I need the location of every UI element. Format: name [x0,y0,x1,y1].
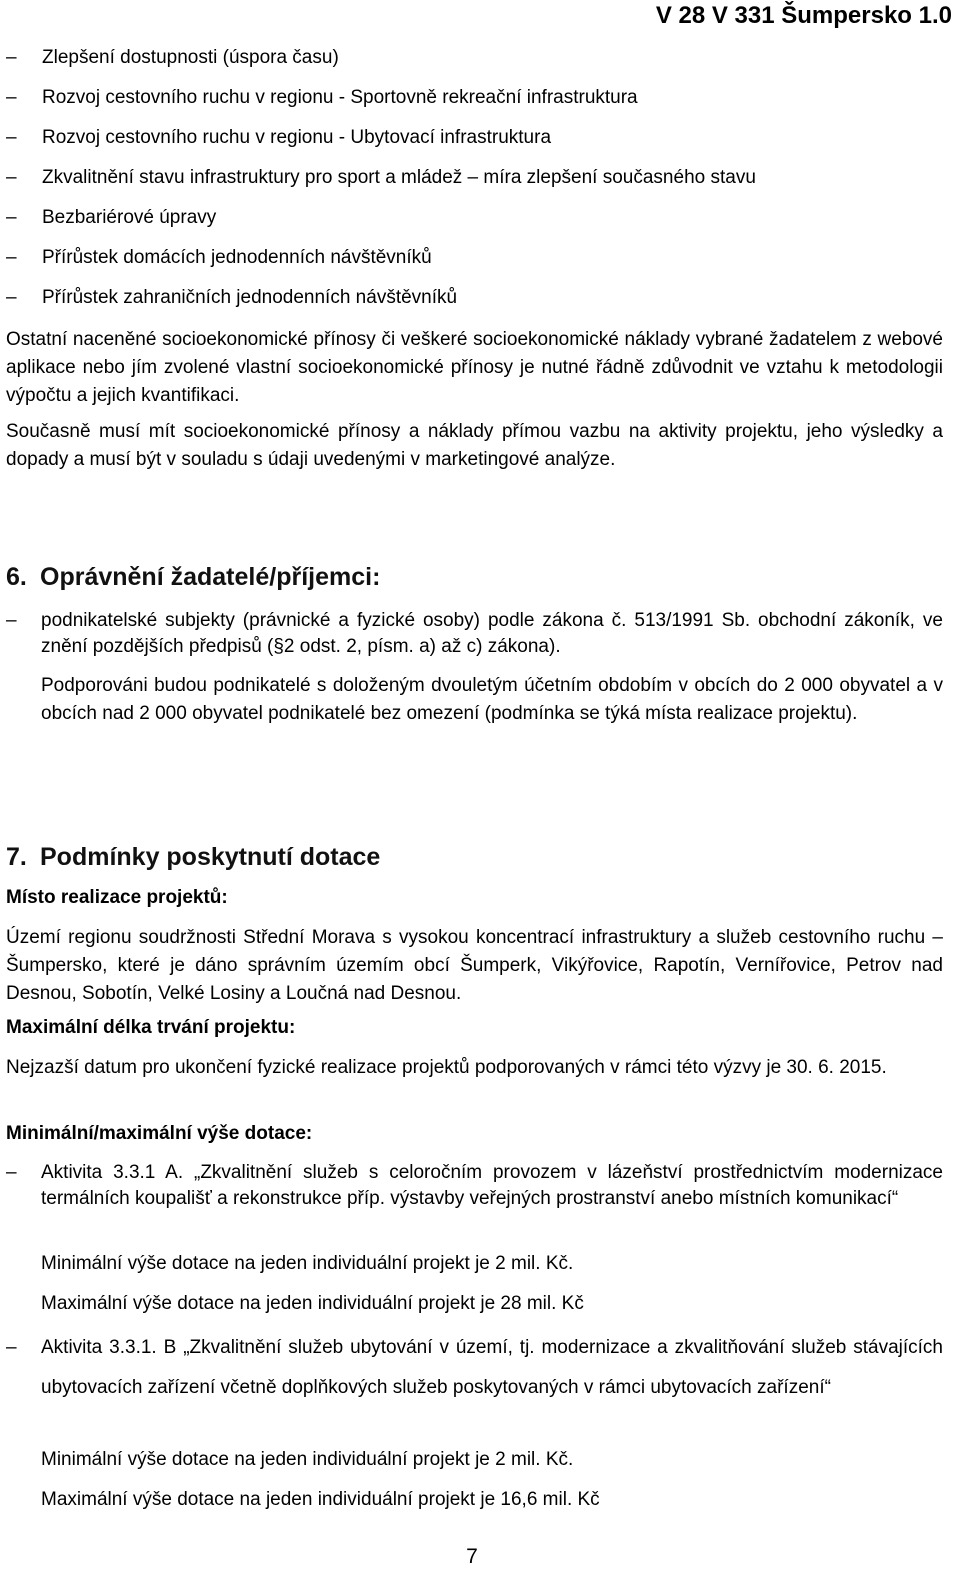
dash-bullet: – [6,1162,17,1183]
eligible-applicants-item: – podnikatelské subjekty (právnické a fyzické osoby) podle zákona č. 513/1991 Sb. obchodní zákoník, ve znění pozdějších předpisů (§2 odst. 2, písm. a) až c) zákona). [6,610,943,657]
dash-bullet: – [6,47,17,68]
activity-b-min: Minimální výše dotace na jeden individuální projekt je 2 mil. Kč. [41,1449,574,1470]
dash-bullet: – [6,1337,17,1358]
dash-bullet: – [6,610,17,631]
dash-bullet: – [6,207,17,228]
duration-heading: Maximální délka trvání projektu: [6,1017,296,1038]
section-6-heading [6,560,380,594]
section-number: 6. [6,563,27,591]
activity-a-min: Minimální výše dotace na jeden individuální projekt je 2 mil. Kč. [41,1253,574,1274]
indicator-list [6,38,946,318]
paragraph-link-to-activities: Současně musí mít socioekonomické přínosy a náklady přímou vazbu na aktivity projektu, jeho výsledky a dopady a musí být v souladu s údaji uvedenými v marketingové analýze. [6,421,943,470]
dash-bullet: – [6,247,17,268]
list-item: – Rozvoj cestovního ruchu v regionu - Sportovně rekreační infrastruktura [6,78,946,118]
list-item: – Rozvoj cestovního ruchu v regionu - Ubytovací infrastruktura [6,118,946,158]
page-number: 7 [466,1545,478,1568]
activity-a-item: – Aktivita 3.3.1 A. „Zkvalitnění služeb s celoročním provozem v lázeňství prostřednictvím modernizace termálních koupališť a rekonstrukce příp. výstavby veřejných prostranství anebo místních komunikací“ [6,1162,943,1209]
dash-bullet: – [6,127,17,148]
list-item: – Přírůstek domácích jednodenních návštěvníků [6,238,946,278]
list-item: – Přírůstek zahraničních jednodenních návštěvníků [6,278,946,318]
document-reference: V 28 V 331 Šumpersko 1.0 [655,2,952,29]
paragraph-other-benefits: Ostatní naceněné socioekonomické přínosy či veškeré socioekonomické náklady vybrané žadatelem z webové aplikace nebo jím zvolené vlastní socioekonomické přínosy je nutné řádně zdůvodnit ve vztahu k metodologii výpočtu a jejich kvantifikaci. [6,329,943,406]
activity-a-max: Maximální výše dotace na jeden individuální projekt je 28 mil. Kč [41,1293,584,1314]
section-number: 7. [6,843,27,871]
list-item: – Zkvalitnění stavu infrastruktury pro sport a mládež – míra zlepšení současného stavu [6,158,946,198]
amount-heading: Minimální/maximální výše dotace: [6,1123,313,1144]
section-7-heading [6,840,380,874]
dash-bullet: – [6,87,17,108]
list-item: – Zlepšení dostupnosti (úspora času) [6,38,946,78]
place-heading: Místo realizace projektů: [6,887,228,908]
paragraph-place: Území regionu soudržnosti Střední Morava s vysokou koncentrací infrastruktury a služeb cestovního ruchu – Šumpersko, které je dáno správním územím obcí Šumperk, Vikýřovice, Rapotín, Vernířovice, Petrov nad Desnou, Sobotín, Velké Losiny a Loučná nad Desnou. [6,927,943,1004]
activity-b-item: – Aktivita 3.3.1. B „Zkvalitnění služeb ubytování v území, tj. modernizace a zkvalitňování služeb stávajících ubytovacích zařízení včetně doplňkových služeb poskytovaných v rámci ubytovacích zařízení“ [6,1328,943,1408]
section-title: Oprávnění žadatelé/příjemci: [40,563,381,591]
paragraph-support-conditions: Podporováni budou podnikatelé s doloženým dvouletým účetním obdobím v obcích do 2 000 obyvatel a v obcích nad 2 000 obyvatel podnikatelé bez omezení (podmínka se týká místa realizace projektu). [41,675,943,724]
dash-bullet: – [6,287,17,308]
paragraph-duration: Nejzazší datum pro ukončení fyzické realizace projektů podporovaných v rámci této výzvy je 30. 6. 2015. [6,1057,887,1078]
dash-bullet: – [6,167,17,188]
list-item: – Bezbariérové úpravy [6,198,946,238]
activity-b-max: Maximální výše dotace na jeden individuální projekt je 16,6 mil. Kč [41,1489,600,1510]
section-title: Podmínky poskytnutí dotace [40,843,381,871]
